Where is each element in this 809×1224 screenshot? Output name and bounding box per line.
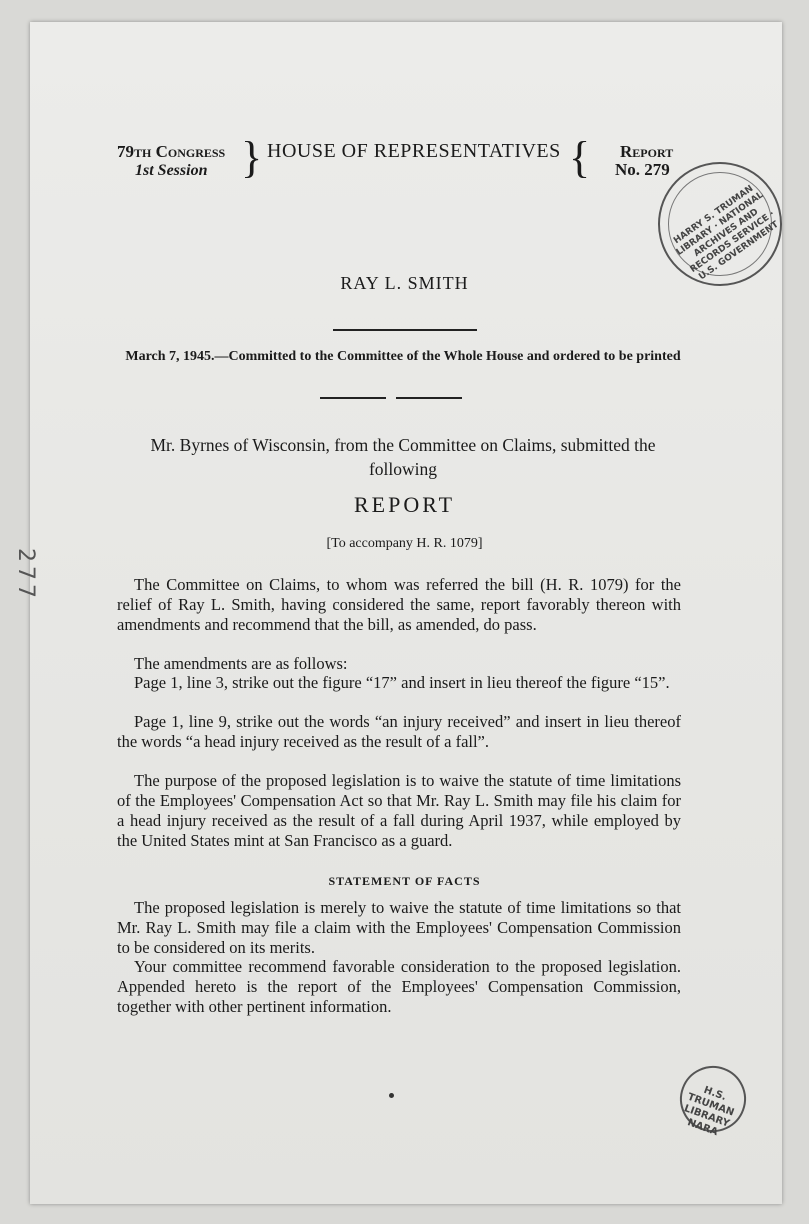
paragraph-referral: The Committee on Claims, to whom was referred the bill (H. R. 1079) for the relief of Ray L. Smith, having considered the same, report favorably thereon with amendments and recommend that the bill, as amended, do pass.	[117, 575, 681, 634]
byline: Mr. Byrnes of Wisconsin, from the Committee on Claims, submitted the following	[150, 435, 656, 479]
house-title: HOUSE OF REPRESENTATIVES	[267, 140, 561, 162]
paragraph-amendments-intro: The amendments are as follows:	[134, 654, 348, 673]
handwritten-margin-note: 277	[13, 548, 38, 602]
paragraph-amendment-2: Page 1, line 9, strike out the words “an injury received” and insert in lieu thereof the words “a head injury received as the result of a fall”.	[117, 712, 681, 751]
title-rule	[333, 329, 477, 331]
left-brace: }	[241, 133, 263, 182]
ink-dot	[389, 1093, 394, 1098]
document-title: RAY L. SMITH	[340, 273, 469, 293]
accompany-note: [To accompany H. R. 1079]	[326, 536, 483, 551]
report-label: Report	[620, 142, 674, 161]
paragraph-amendment-1: Page 1, line 3, strike out the figure “17” and insert in lieu thereof the figure “15”.	[134, 673, 670, 692]
divider-left	[320, 397, 386, 399]
session-label: 1st Session	[135, 162, 208, 179]
seal-text: HARRY S. TRUMAN LIBRARY · NATIONAL ARCHIVES AND RECORDS SERVICE · U.S. GOVERNMENT	[672, 183, 781, 283]
report-heading: REPORT	[353, 492, 456, 517]
nara-stamp-text: H.S. TRUMAN LIBRARY NARA	[682, 1084, 736, 1139]
statement-of-facts-heading: STATEMENT OF FACTS	[328, 874, 481, 888]
congress-label: 79th Congress	[117, 142, 226, 161]
right-brace: {	[569, 133, 591, 182]
report-header	[117, 133, 683, 182]
paragraph-recommendation: Your committee recommend favorable consideration to the proposed legislation. Appended hereto is the report of the Employees' Compensation Commission, together with other pertinent information.	[117, 957, 681, 1016]
paragraph-purpose: The purpose of the proposed legislation is to waive the statute of time limitations of the Employees' Compensation Act so that Mr. Ray L. Smith may file his claim for a head injury received as the result of a fall during April 1937, while employed by the United States mint at San Francisco as a guard.	[117, 771, 681, 850]
paragraph-facts: The proposed legislation is merely to waive the statute of time limitations so that Mr. Ray L. Smith may file a claim with the Employees' Compensation Commission to be considered on its merits.	[117, 898, 681, 957]
report-number: No. 279	[615, 160, 670, 179]
committed-note: March 7, 1945.—Committed to the Committee of the Whole House and ordered to be printed	[125, 349, 681, 364]
divider-right	[396, 397, 462, 399]
